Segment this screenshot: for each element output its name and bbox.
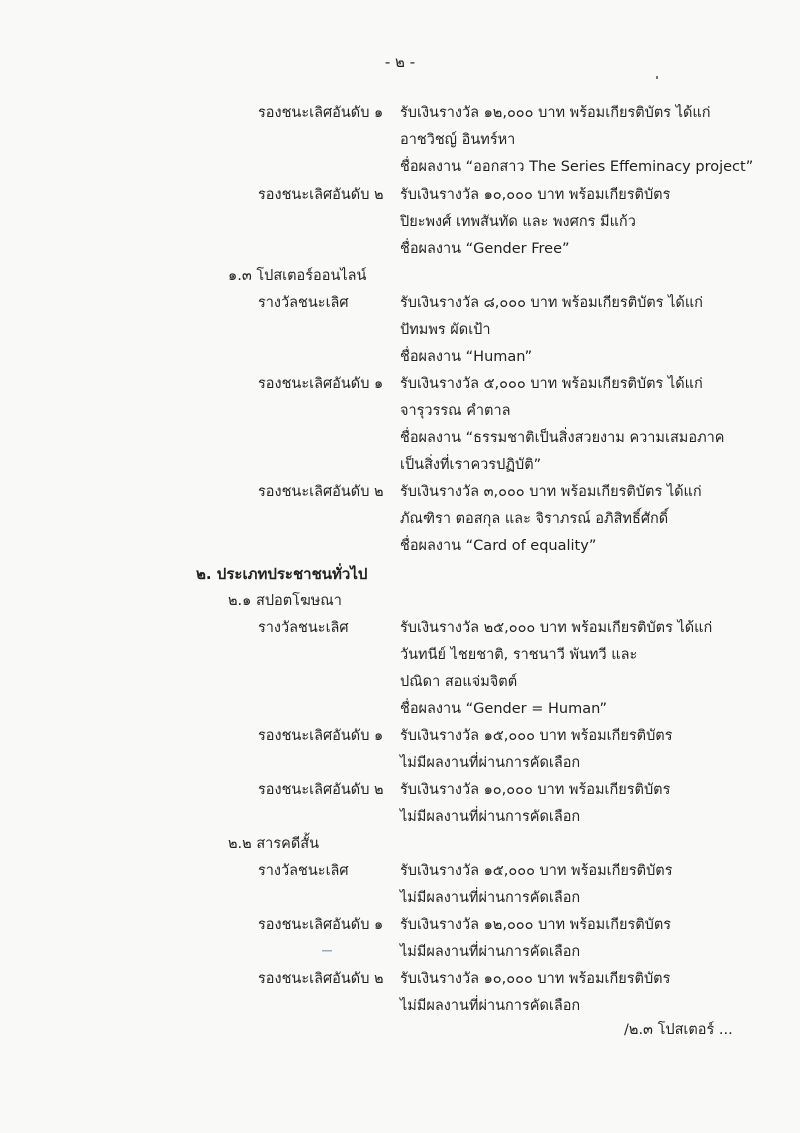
award-line: รับเงินรางวัล ๑๐,๐๐๐ บาท พร้อมเกียรติบัตร: [400, 971, 671, 987]
award-label: รางวัลชนะเลิศ: [258, 620, 349, 636]
award-label: รองชนะเลิศอันดับ ๑: [258, 105, 384, 121]
award-label: รองชนะเลิศอันดับ ๑: [258, 728, 384, 744]
award-line: ไม่มีผลงานที่ผ่านการคัดเลือก: [400, 809, 581, 825]
award-line: ชื่อผลงาน “Card of equality”: [400, 538, 597, 554]
award-line: ไม่มีผลงานที่ผ่านการคัดเลือก: [400, 944, 581, 960]
page-number: - ๒ -: [384, 53, 416, 71]
section-heading: ๒. ประเภทประชาชนทั่วไป: [196, 565, 368, 583]
subsection-heading: ๒.๒ สารคดีสั้น: [228, 836, 319, 852]
speck: [656, 76, 658, 79]
award-line: รับเงินรางวัล ๒๕,๐๐๐ บาท พร้อมเกียรติบัตร ได้แก่: [400, 620, 713, 636]
award-line: รับเงินรางวัล ๘,๐๐๐ บาท พร้อมเกียรติบัตร ได้แก่: [400, 295, 703, 311]
award-line: ไม่มีผลงานที่ผ่านการคัดเลือก: [400, 755, 581, 771]
award-label: รองชนะเลิศอันดับ ๒: [258, 782, 384, 798]
award-line: รับเงินรางวัล ๕,๐๐๐ บาท พร้อมเกียรติบัตร ได้แก่: [400, 376, 703, 392]
award-label: รองชนะเลิศอันดับ ๒: [258, 971, 384, 987]
award-line: ชื่อผลงาน “ธรรมชาติเป็นสิ่งสวยงาม ความเสมอภาค: [400, 430, 725, 446]
award-line: รับเงินรางวัล ๑๕,๐๐๐ บาท พร้อมเกียรติบัตร: [400, 863, 673, 879]
award-line: อาชวิชญ์ อินทร์หา: [400, 132, 516, 148]
award-line: ภัณฑิรา ตอสกุล และ จิราภรณ์ อภิสิทธิ์ศักดิ์: [400, 511, 669, 527]
award-line: ไม่มีผลงานที่ผ่านการคัดเลือก: [400, 890, 581, 906]
continuation-footer: /๒.๓ โปสเตอร์ ...: [624, 1022, 733, 1038]
award-line: รับเงินรางวัล ๑๒,๐๐๐ บาท พร้อมเกียรติบัตร: [400, 917, 672, 933]
award-line: ปัทมพร ผัดเป้า: [400, 322, 491, 338]
subsection-heading: ๑.๓ โปสเตอร์ออนไลน์: [228, 268, 367, 284]
award-line: จารุวรรณ คำตาล: [400, 403, 511, 419]
award-line: ไม่มีผลงานที่ผ่านการคัดเลือก: [400, 998, 581, 1014]
award-line: รับเงินรางวัล ๑๐,๐๐๐ บาท พร้อมเกียรติบัตร: [400, 187, 671, 203]
award-line: เป็นสิ่งที่เราควรปฏิบัติ”: [400, 457, 542, 473]
award-line: รับเงินรางวัล ๑๕,๐๐๐ บาท พร้อมเกียรติบัตร: [400, 728, 673, 744]
award-label: รางวัลชนะเลิศ: [258, 295, 349, 311]
award-label: รองชนะเลิศอันดับ ๒: [258, 484, 384, 500]
award-line: ชื่อผลงาน “Human”: [400, 349, 533, 365]
award-line: รับเงินรางวัล ๑๒,๐๐๐ บาท พร้อมเกียรติบัตร ได้แก่: [400, 105, 711, 121]
award-label: รองชนะเลิศอันดับ ๑: [258, 376, 384, 392]
award-line: ชื่อผลงาน “ออกสาว The Series Effeminacy project”: [400, 159, 754, 175]
subsection-heading: ๒.๑ สปอตโฆษณา: [228, 593, 342, 609]
award-line: ชื่อผลงาน “Gender = Human”: [400, 701, 608, 717]
award-label: รองชนะเลิศอันดับ ๒: [258, 187, 384, 203]
award-label: รองชนะเลิศอันดับ ๑: [258, 917, 384, 933]
award-line: รับเงินรางวัล ๓,๐๐๐ บาท พร้อมเกียรติบัตร ได้แก่: [400, 484, 702, 500]
award-line: ชื่อผลงาน “Gender Free”: [400, 241, 570, 257]
speck: [322, 950, 332, 952]
award-line: ปิยะพงศ์ เทพสันทัด และ พงศกร มีแก้ว: [400, 214, 636, 230]
award-line: วันทนีย์ ไชยชาติ, ราชนาวี พันทวี และ: [400, 647, 638, 663]
award-line: รับเงินรางวัล ๑๐,๐๐๐ บาท พร้อมเกียรติบัตร: [400, 782, 671, 798]
award-label: รางวัลชนะเลิศ: [258, 863, 349, 879]
award-line: ปณิดา สอแจ่มจิตต์: [400, 674, 518, 690]
